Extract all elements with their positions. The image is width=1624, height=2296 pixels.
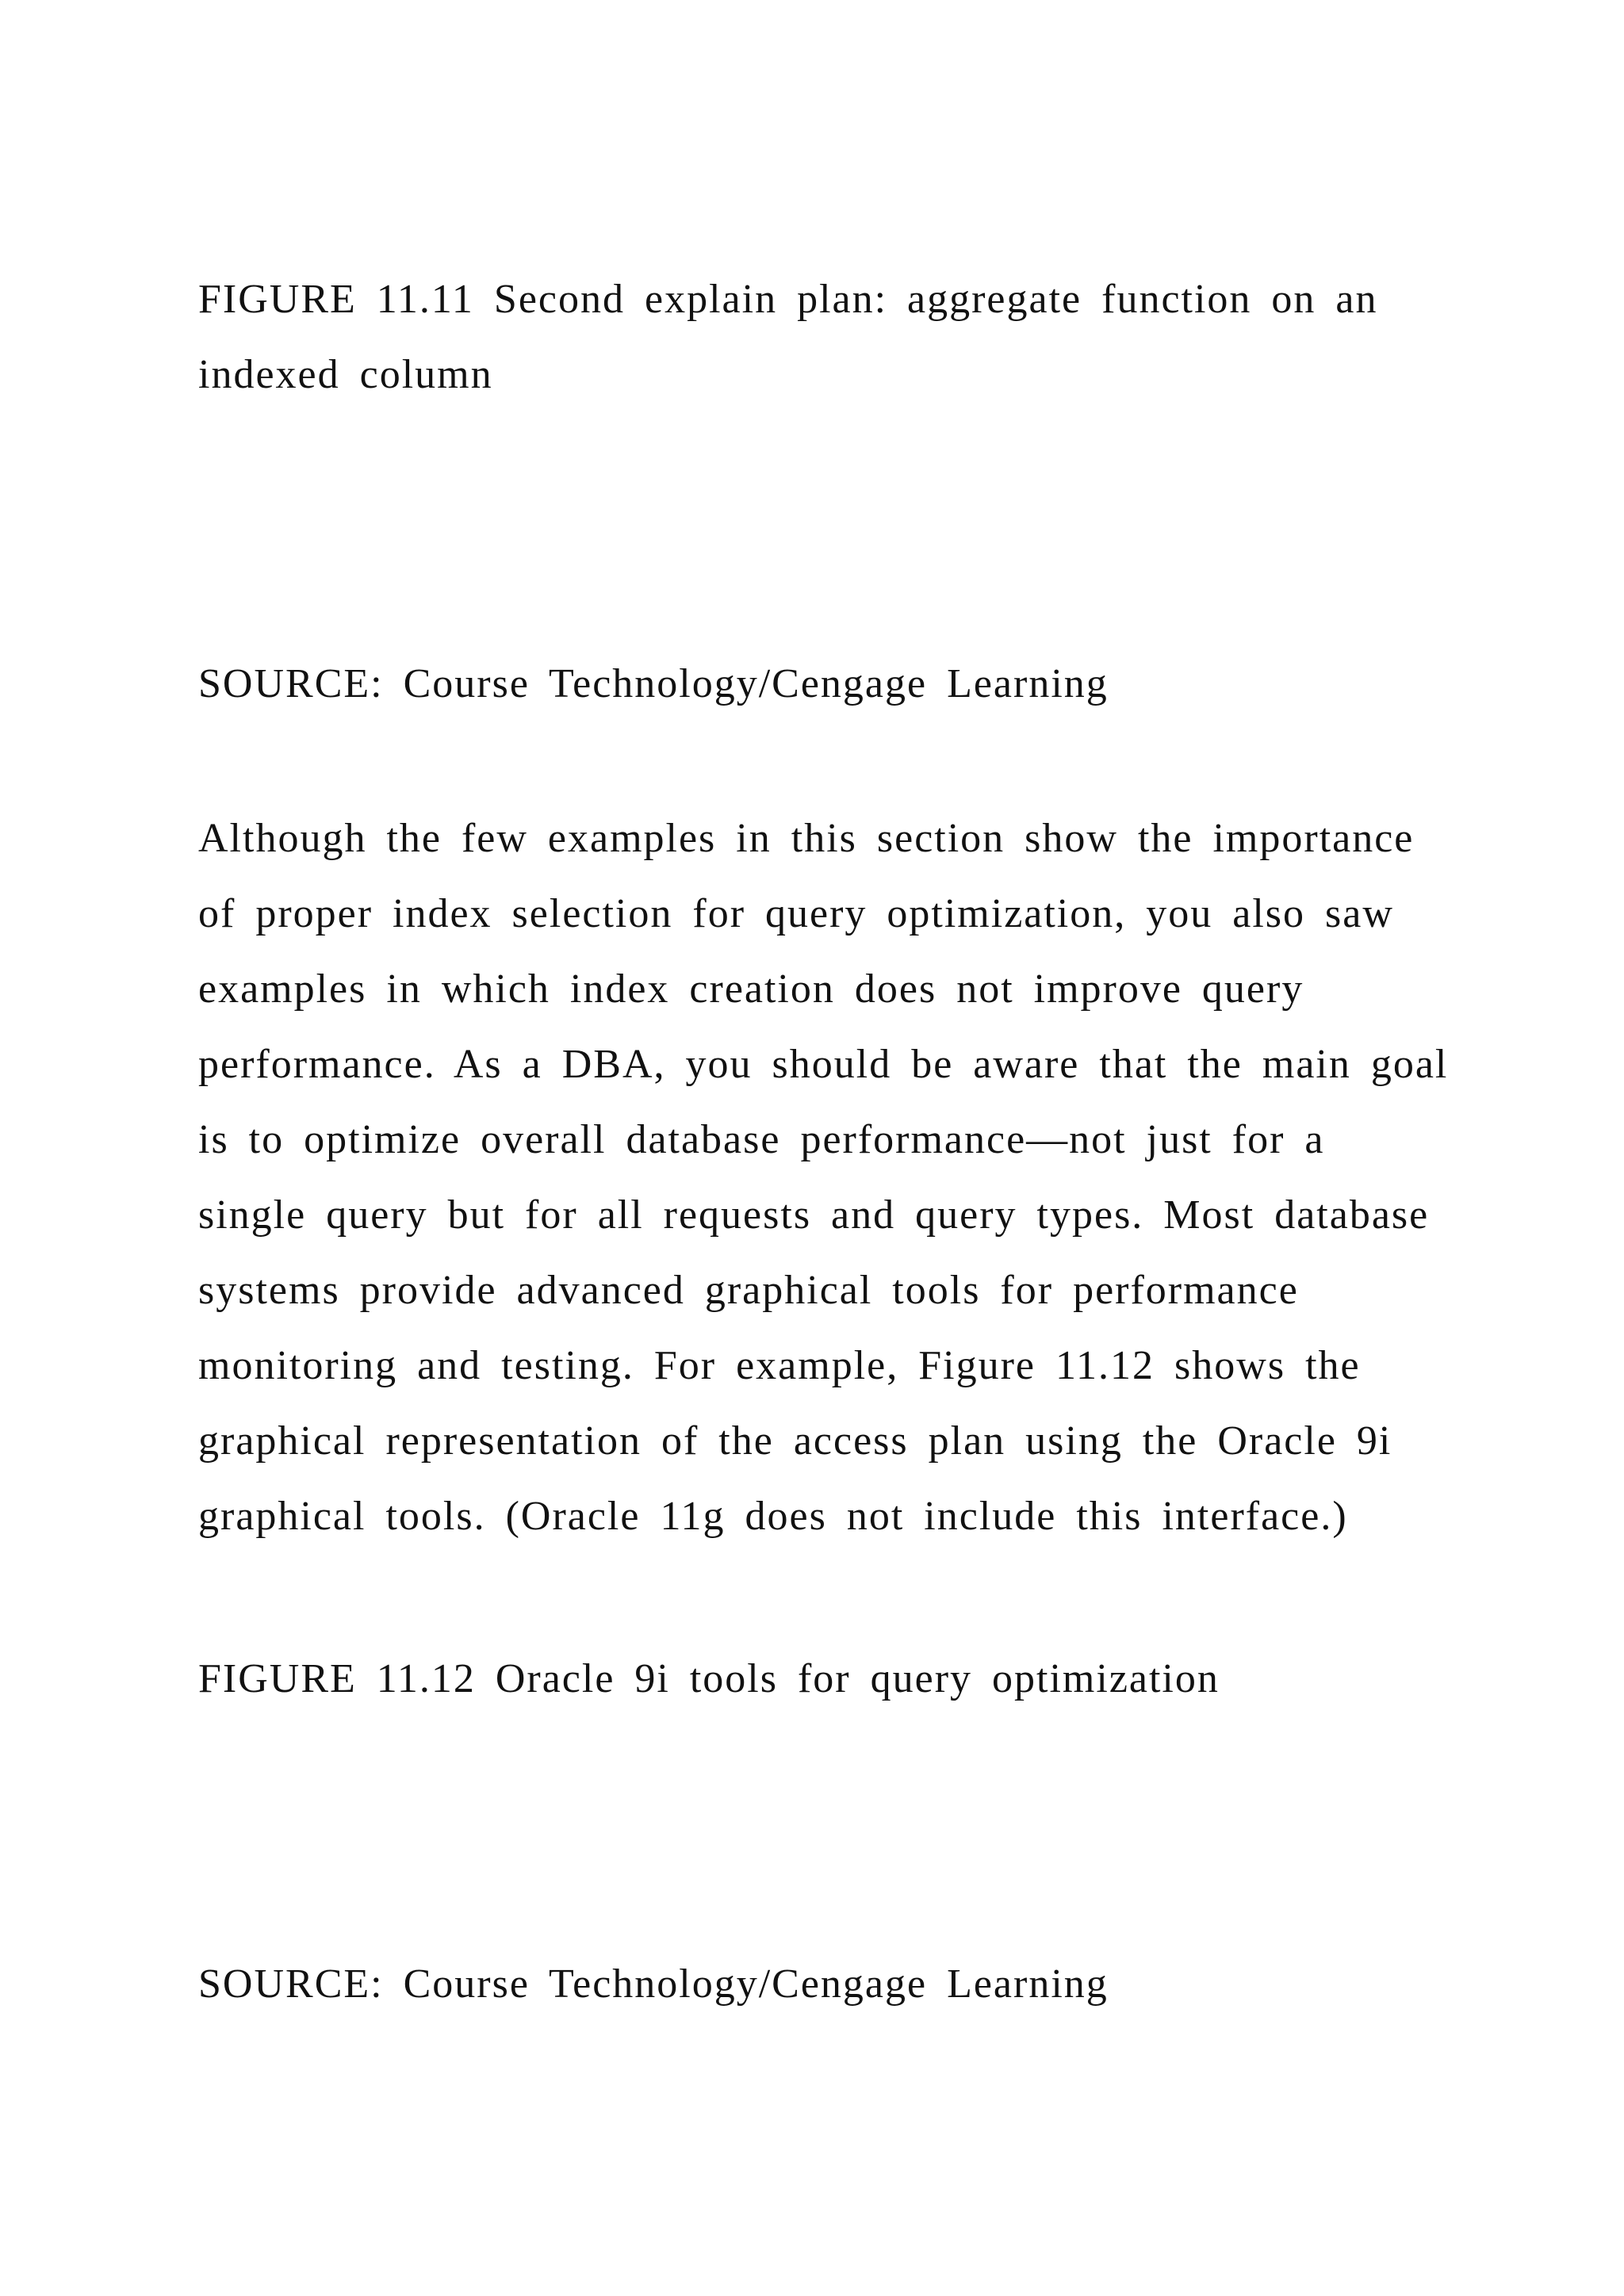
paragraph-line: systems provide advanced graphical tools for performance [198,1268,1299,1313]
figure-11-12-caption [198,1641,1435,1716]
paragraph-line: examples in which index creation does not improve query [198,966,1304,1012]
paragraph-line: is to optimize overall database performance—not just for a [198,1117,1325,1162]
source-line: SOURCE: Course Technology/Cengage Learning [198,661,1109,706]
paragraph-line: graphical tools. (Oracle 11g does not include this interface.) [198,1494,1348,1539]
figure-11-12-source [198,1946,1435,2022]
figure-11-11-caption [198,262,1435,412]
paragraph-line: graphical representation of the access plan using the Oracle 9i [198,1418,1392,1464]
caption-line: FIGURE 11.11 Second explain plan: aggregate function on an [198,277,1378,322]
caption-line: indexed column [198,352,493,397]
paragraph-line: monitoring and testing. For example, Figure 11.12 shows the [198,1343,1361,1388]
paragraph-line: Although the few examples in this section show the importance [198,816,1415,861]
paragraph-line: single query but for all requests and query types. Most database [198,1192,1430,1238]
caption-line: FIGURE 11.12 Oracle 9i tools for query optimization [198,1656,1220,1701]
source-line: SOURCE: Course Technology/Cengage Learning [198,1961,1109,2007]
paragraph-line: of proper index selection for query optimization, you also saw [198,891,1394,936]
paragraph-line: performance. As a DBA, you should be aware that the main goal [198,1042,1449,1087]
body-paragraph [198,801,1449,1554]
figure-11-11-source [198,646,1435,721]
